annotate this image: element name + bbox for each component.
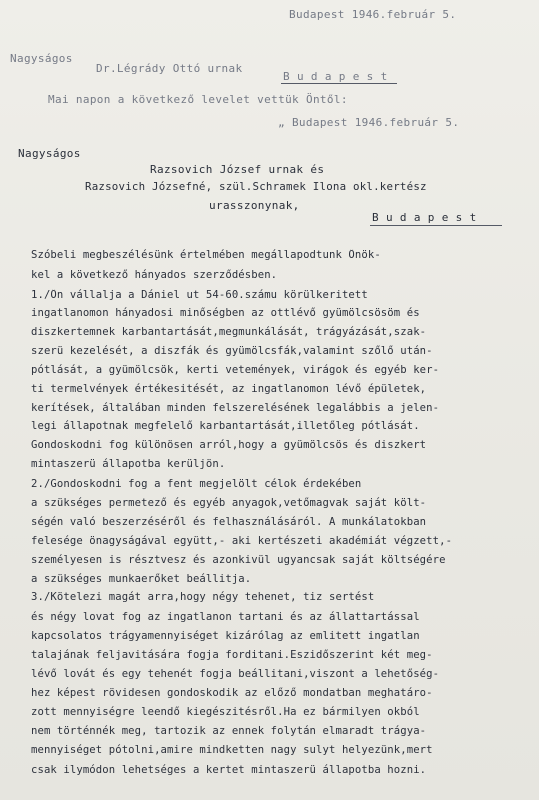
body-line: 2./Gondoskodni fog a fent megjelölt célok érdekében [31,478,362,490]
body-line: 3./Kötelezi magát arra,hogy négy tehenet, tiz sertést [31,591,375,603]
body-line: csak ilymódon lehetséges a kertet mintaszerü állapotba hozni. [31,764,427,776]
copy-intro: Mai napon a következő levelet vettük Öntől: [48,93,348,106]
body-line: talajának feljavitására fogja forditani.Eszidőszerint két meg- [31,649,433,661]
body-line: személyesen is résztvesz és azonkivül ugyancsak saját költségére [31,554,446,566]
body-line: a szükséges permetező és egyéb anyagok,vetőmagvak saját költ- [31,497,427,509]
body-line: Gondoskodni fog különösen arról,hogy a gyümölcsös és diszkert [31,439,427,451]
addressee-line-3: urasszonynak, [209,199,300,212]
copy-date: Budapest 1946.február 5. [289,8,457,21]
copy-salutation: Nagyságos [10,52,73,65]
body-line: kerítések, általában minden felszerelésének legalábbis a jelen- [31,402,440,414]
body-line: kapcsolatos trágyamennyiséget kizárólag az emlitett ingatlan [31,630,420,642]
letter-city-underline [370,225,502,226]
copy-recipient: Dr.Légrády Ottó urnak [96,62,243,75]
copy-city: B u d a p e s t [283,70,388,83]
body-line: diszkertemnek karbantartását,megmunkálását, trágyázását,szak- [31,326,427,338]
body-line: lévő lovát és egy tehenét fogja beállitani,viszont a lehetőség- [31,668,440,680]
letter-salutation: Nagyságos [18,147,81,160]
body-line: és négy lovat fog az ingatlanon tartani és az állattartással [31,611,420,623]
body-line: Szóbeli megbeszélésünk értelmében megállapodtunk Önök- [31,249,381,261]
body-line: 1./Ön vállalja a Dániel ut 54-60.számu körülkeritett [31,289,368,301]
addressee-line-2: Razsovich Józsefné, szül.Schramek Ilona okl.kertész [85,180,427,193]
body-line: ti termelvények értékesitését, az ingatlanomon lévő épületek, [31,383,427,395]
letter-city: B u d a p e s t [372,211,477,224]
body-line: pótlását, a gyümölcsök, kerti vetemények, virágok és egyéb ker- [31,364,440,376]
body-line: mintaszerü állapotba kerüljön. [31,458,226,470]
body-line: felesége önagyságával együtt,- aki kertészeti akadémiát végzett,- [31,535,453,547]
body-line: kel a következő hányados szerződésben. [31,269,278,281]
body-line: mennyiséget pótolni,amire mindketten nagy sulyt helyezünk,mert [31,744,433,756]
body-line: szerü kezelését, a diszfák és gyümölcsfák,valamint szőlő után- [31,345,433,357]
body-line: ségén való beszerzéséről és felhasználásáról. A munkálatokban [31,516,427,528]
copy-city-underline [281,83,397,84]
body-line: a szükséges munkaerőket beállitja. [31,573,252,585]
body-line: ingatlanomon hányadosi minőségben az ottlévő gyümölcsösöm és [31,307,420,319]
addressee-line-1: Razsovich József urnak és [150,163,325,176]
body-line: nem történnék meg, tartozik az ennek folytán elmaradt trágya- [31,725,427,737]
body-line: zott mennyiségre leendő kiegészitésről.Ha ez bármilyen okból [31,706,420,718]
copy-quoted-date: „ Budapest 1946.február 5. [278,116,460,129]
body-line: hez képest rövidesen gondoskodik az előző mondatban meghatáro- [31,687,433,699]
body-line: legi állapotnak megfelelő karbantartását,illetőleg pótlását. [31,420,420,432]
